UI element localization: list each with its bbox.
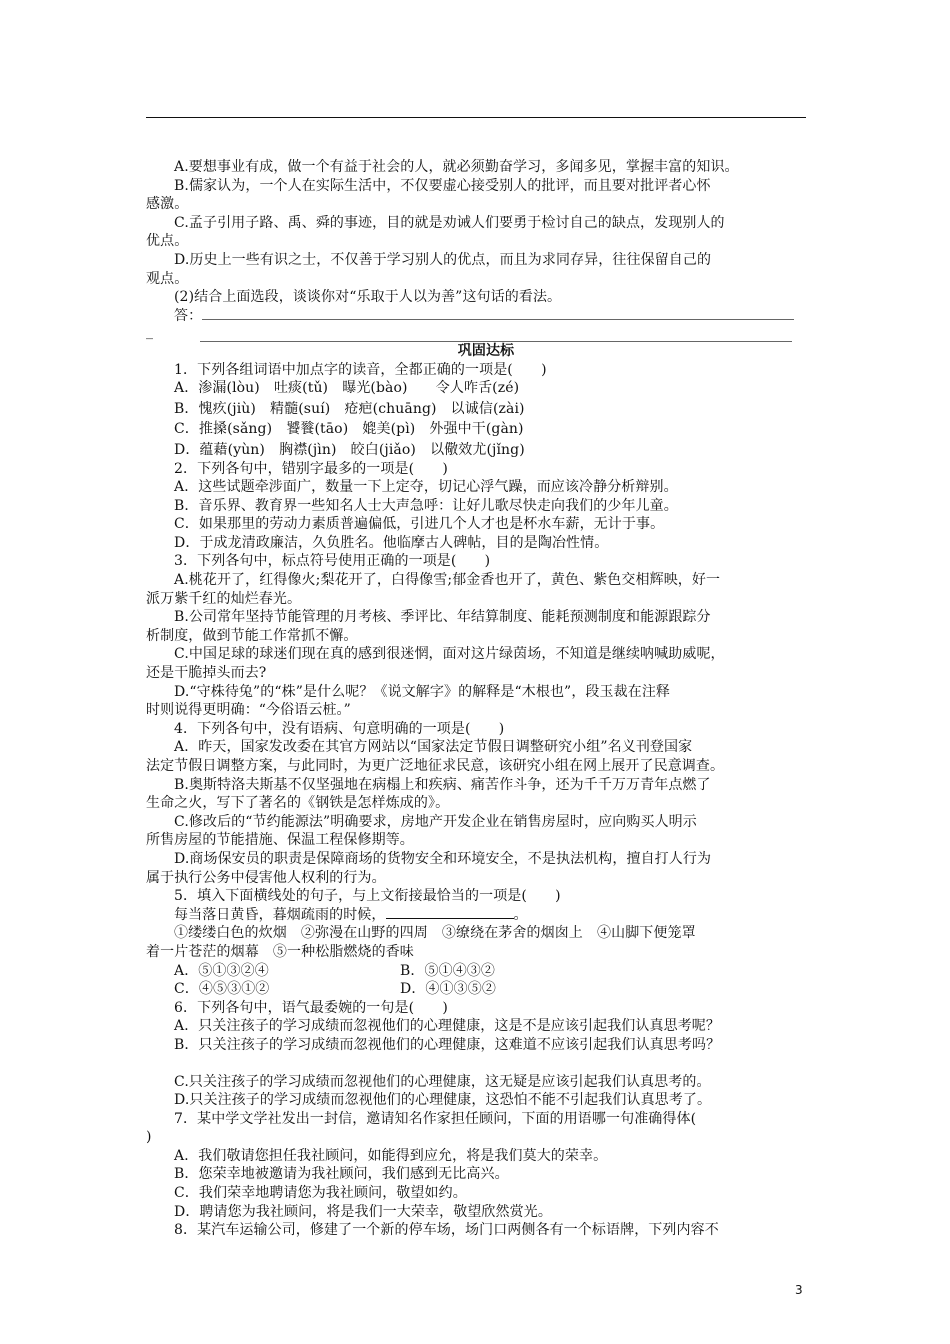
question-option: D．聘请您为我社顾问，将是我们一大荣幸，敬望欣然赏光。 <box>174 1203 552 1220</box>
question-option: B.奥斯特洛夫斯基不仅坚强地在病榻上和疾病、痛苦作斗争，还为千千万万青年点燃了 <box>174 776 711 793</box>
question-stem: 7．某中学文学社发出一封信，邀请知名作家担任顾问，下面的用语哪一句准确得体( <box>174 1110 697 1127</box>
reading-line: C.孟子引用子路、禹、舜的事迹，目的就是劝诫人们要勇于检讨自己的缺点，发现别人的 <box>174 214 725 231</box>
option-b: B．⑤①④③② <box>400 962 495 979</box>
question-option: D.只关注孩子的学习成绩而忽视他们的心理健康，这恐怕不能不引起我们认真思考了。 <box>174 1092 712 1109</box>
question-option-cont: 所售房屋的节能措施、保温工程保修期等。 <box>146 832 414 849</box>
question-stem: 5．填入下面横线处的句子，与上文衔接最恰当的一项是( ) <box>174 888 561 905</box>
answer-row <box>146 307 826 326</box>
header-rule <box>146 117 806 118</box>
question-option: C.只关注孩子的学习成绩而忽视他们的心理健康，这无疑是应该引起我们认真思考的。 <box>174 1073 711 1090</box>
question-option: D.“守株待兔”的“株”是什么呢？《说文解字》的解释是“木根也”，段玉裁在注释 <box>174 683 671 700</box>
question-option: A．只关注孩子的学习成绩而忽视他们的心理健康，这是不是应该引起我们认真思考呢？ <box>174 1018 721 1035</box>
reading-line: 观点。 <box>146 270 189 287</box>
question-option-cont: 还是干脆掉头而去? <box>146 665 267 682</box>
question-option-cont: 派万紫千红的灿烂春光。 <box>146 590 302 607</box>
section-title: 巩固达标 <box>457 342 515 359</box>
page-content <box>146 158 826 1240</box>
question-option: A.桃花开了，红得像火;梨花开了，白得像雪;郁金香也开了，黄色、紫色交相辉映，好一 <box>174 572 721 589</box>
question-stem: 3．下列各句中，标点符号使用正确的一项是( ) <box>174 553 491 570</box>
question-option-cont: 生命之火，写下了著名的《钢铁是怎样炼成的》。 <box>146 795 450 812</box>
question-option-cont: 析制度，做到节能工作常抓不懈。 <box>146 627 358 644</box>
question-option-cont: 法定节假日调整方案，与此同时，为更广泛地征求民意，该研究小组在网上展开了民意调查。 <box>146 758 725 774</box>
question-option: D．蕴藉(yùn) 胸襟(jìn) 皎白(jiǎo) 以儆效尤(jǐng) <box>174 441 525 458</box>
fill-prompt-end: 。 <box>513 906 528 923</box>
question-option-cont: 属于执行公务中侵害他人权利的行为。 <box>146 869 386 886</box>
question-stem: 1．下列各组词语中加点字的读音，全都正确的一项是( ) <box>174 361 547 378</box>
question-option: B．愧疚(jiù) 精髓(suí) 疮疤(chuāng) 以诚信(zài) <box>174 400 525 417</box>
option-c: C．④⑤③①② <box>174 981 270 998</box>
question-option: A．这些试题牵涉面广，数量一下上定夺，切记心浮气躁，而应该冷静分析辩别。 <box>174 479 678 496</box>
option-row <box>146 980 826 999</box>
reading-line: 优点。 <box>146 233 189 250</box>
question-option: B.公司常年坚持节能管理的月考核、季评比、年结算制度、能耗预测制度和能源跟踪分 <box>174 609 711 626</box>
question-stem: 6．下列各句中，语气最委婉的一句是( ) <box>174 999 448 1016</box>
fill-blank[interactable] <box>386 906 514 919</box>
question-option: C．推搡(sǎng) 饕餮(tāo) 媲美(pì) 外强中干(gàn) <box>174 421 524 438</box>
question-option: B．只关注孩子的学习成绩而忽视他们的心理健康，这难道不应该引起我们认真思考吗？ <box>174 1036 721 1053</box>
sentence-items-cont: 着一片苍茫的烟幕 ⑤一种松脂燃烧的香味 <box>146 943 414 960</box>
fill-prompt-text: 每当落日黄昏，暮烟疏雨的时候， <box>174 906 386 923</box>
reading-line: A.要想事业有成，做一个有益于社会的人，就必须勤奋学习，多闻多见，掌握丰富的知识。 <box>174 159 739 175</box>
reading-line: B.儒家认为，一个人在实际生活中，不仅要虚心接受别人的批评，而且要对批评者心怀 <box>174 177 711 194</box>
question-option: C.中国足球的球迷们现在真的感到很迷惘，面对这片绿茵场，不知道是继续呐喊助威呢， <box>174 646 725 663</box>
spacer <box>146 1055 826 1073</box>
answer-field[interactable] <box>202 307 794 320</box>
question-option: D.商场保安员的职责是保障商场的货物安全和环境安全，不是执法机构，擅自打人行为 <box>174 850 712 867</box>
option-a: A．⑤①③②④ <box>174 962 269 979</box>
question-option: B．音乐界、教育界一些知名人士大声急呼：让好儿歌尽快走向我们的少年儿童。 <box>174 497 678 514</box>
question-option: C.修改后的“节约能源法”明确要求，房地产开发企业在销售房屋时，应向购买人明示 <box>174 813 697 830</box>
question-option: A．我们敬请您担任我社顾问，如能得到应允，将是我们莫大的荣幸。 <box>174 1147 608 1164</box>
question-stem: 2．下列各句中，错别字最多的一项是( ) <box>174 460 448 477</box>
trailing-mark: _ <box>146 324 154 341</box>
answer-label: 答： <box>174 307 203 324</box>
reading-question: (2)结合上面选段，谈谈你对“乐取于人以为善”这句话的看法。 <box>174 289 562 306</box>
question-option: C．我们荣幸地聘请您为我社顾问，敬望如约。 <box>174 1185 467 1202</box>
question-option: A．昨天，国家发改委在其官方网站以“国家法定节假日调整研究小组”名义刊登国家 <box>174 739 693 756</box>
question-stem: 4．下列各句中，没有语病、句意明确的一项是( ) <box>174 720 505 737</box>
question-stem-tail: ) <box>146 1129 152 1146</box>
reading-line: D.历史上一些有识之士，不仅善于学习别人的优点，而且为求同存异，往往保留自己的 <box>174 251 712 268</box>
question-option-cont: 时则说得更明确：“今俗语云桩。” <box>146 702 351 719</box>
question-option: A．渗漏(lòu) 吐痰(tǔ) 曝光(bào) 令人咋舌(zé) <box>174 380 520 397</box>
page-number: 3 <box>795 1283 803 1297</box>
question-option: D．于成龙清政廉洁，久负胜名。他临摩古人碑帖，目的是陶冶性情。 <box>174 534 609 551</box>
reading-line: 感激。 <box>146 196 189 213</box>
question-stem: 8．某汽车运输公司，修建了一个新的停车场，场门口两侧各有一个标语牌，下列内容不 <box>174 1222 719 1239</box>
sentence-items: ①缕缕白色的炊烟 ②弥漫在山野的四周 ③缭绕在茅舍的烟囱上 ④山脚下便笼罩 <box>174 925 696 942</box>
question-option: B．您荣幸地被邀请为我社顾问，我们感到无比高兴。 <box>174 1166 509 1183</box>
fill-prompt <box>146 906 826 925</box>
option-d: D．④①③⑤② <box>400 981 496 998</box>
question-option: C．如果那里的劳动力素质普遍偏低，引进几个人才也是杯水车薪，无计于事。 <box>174 516 665 533</box>
option-row <box>146 962 826 981</box>
